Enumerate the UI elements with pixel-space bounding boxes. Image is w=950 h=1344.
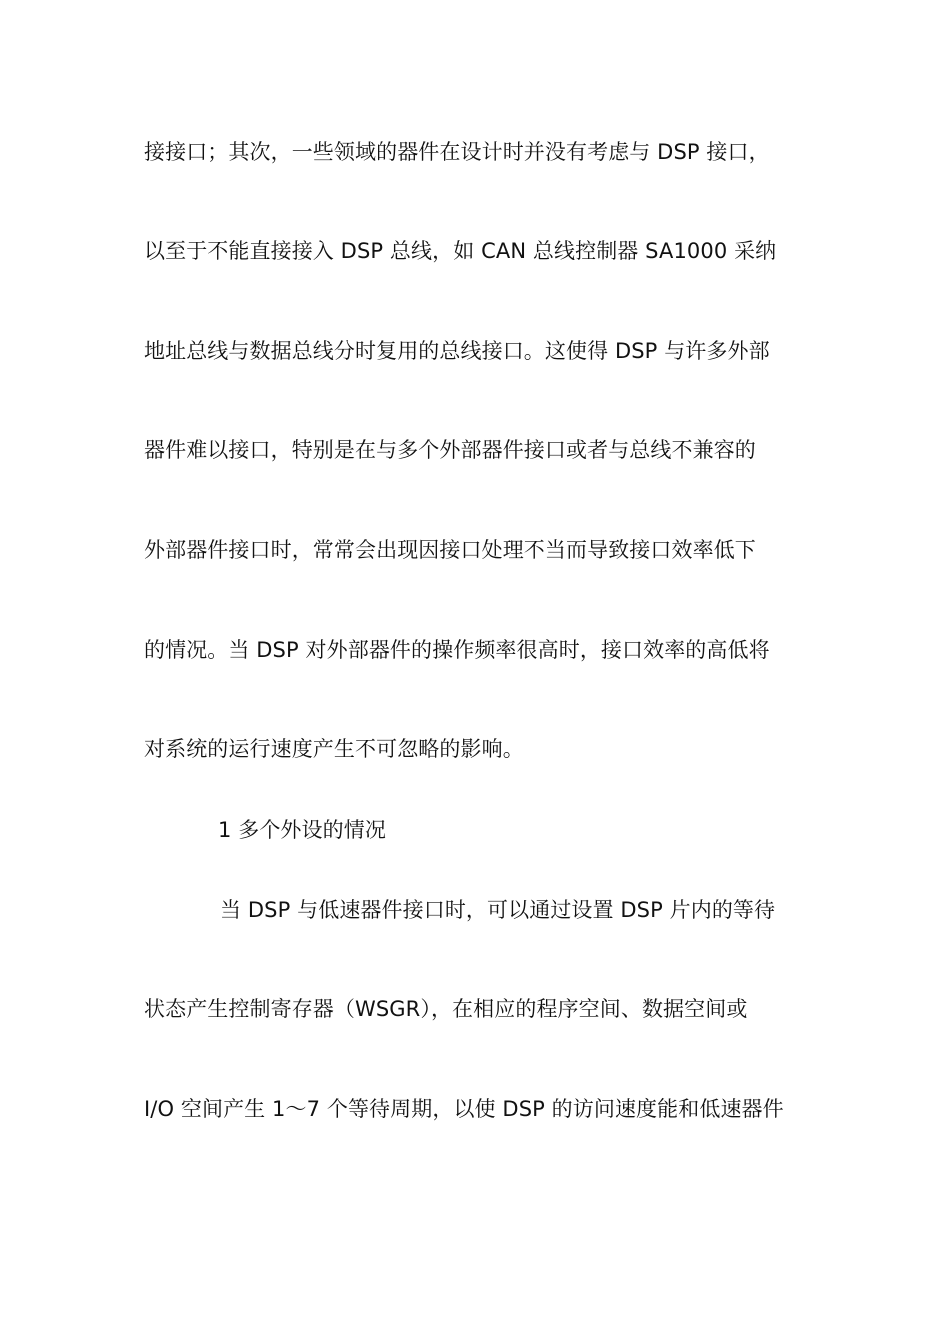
paragraph-line: 接接口；其次，一些领域的器件在设计时并没有考虑与 DSP 接口，	[144, 140, 770, 164]
section-heading: 1 多个外设的情况	[218, 818, 386, 842]
paragraph-line: 以至于不能直接接入 DSP 总线，如 CAN 总线控制器 SA1000 采纳	[144, 239, 777, 263]
paragraph-line: 状态产生控制寄存器（WSGR），在相应的程序空间、数据空间或	[144, 997, 748, 1021]
paragraph-line: 外部器件接口时，常常会出现因接口处理不当而导致接口效率低下	[144, 538, 756, 562]
paragraph-line: 当 DSP 与低速器件接口时，可以通过设置 DSP 片内的等待	[220, 898, 776, 922]
paragraph-line: 对系统的运行速度产生不可忽略的影响。	[144, 737, 524, 761]
paragraph-line: 地址总线与数据总线分时复用的总线接口。这使得 DSP 与许多外部	[144, 339, 770, 363]
paragraph-line: 器件难以接口，特别是在与多个外部器件接口或者与总线不兼容的	[144, 438, 756, 462]
paragraph-line: 的情况。当 DSP 对外部器件的操作频率很高时，接口效率的高低将	[144, 638, 770, 662]
paragraph-line: I/O 空间产生 1～7 个等待周期，以使 DSP 的访问速度能和低速器件	[144, 1097, 784, 1121]
